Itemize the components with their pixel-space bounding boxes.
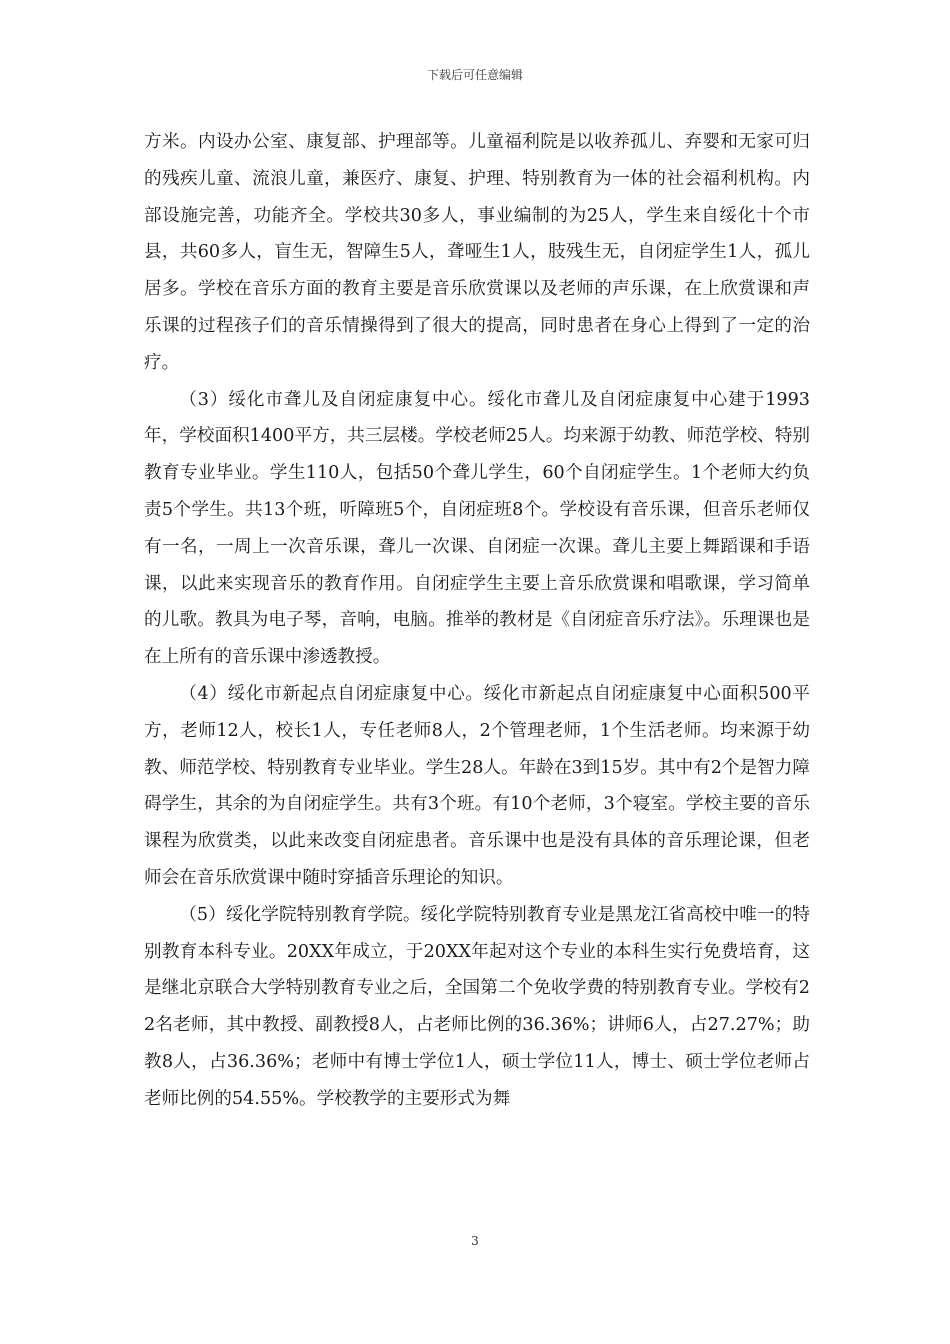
paragraph-suihua-special-education-college: （5）绥化学院特别教育学院。绥化学院特别教育专业是黑龙江省高校中唯一的特别教育本科专业。20XX年成立，于20XX年起对这个专业的本科生实行免费培育，这是继北京联合大学特别教育专业之后，全国第二个免收学费的特别教育专业。学校有22名老师，其中教授、副教授8人，占老师比例的36.36%；讲师6人，占27.27%；助教8人，占36.36%；老师中有博士学位1人，硕士学位11人，博士、硕士学位老师占老师比例的54.55%。学校教学的主要形式为舞: [144, 904, 810, 1109]
page-number: 3: [471, 1234, 479, 1248]
page-header: 下载后可任意编辑: [426, 68, 523, 82]
document-body: [144, 124, 810, 1118]
paragraph-xinqidian-autism-center: （4）绥化市新起点自闭症康复中心。绥化市新起点自闭症康复中心面积500平方，老师12人，校长1人，专任老师8人，2个管理老师，1个生活老师。均来源于幼教、师范学校、特别教育专业毕业。学生28人。年龄在3到15岁。其中有2个是智力障碍学生，其余的为自闭症学生。共有3个班。有10个老师，3个寝室。学校主要的音乐课程为欣赏类，以此来改变自闭症患者。音乐课中也是没有具体的音乐理论课，但老师会在音乐欣赏课中随时穿插音乐理论的知识。: [144, 683, 810, 888]
paragraph-suihua-deaf-autism-center: （3）绥化市聋儿及自闭症康复中心。绥化市聋儿及自闭症康复中心建于1993年，学校面积1400平方，共三层楼。学校老师25人。均来源于幼教、师范学校、特别教育专业毕业。学生110人，包括50个聋儿学生，60个自闭症学生。1个老师大约负责5个学生。共13个班，听障班5个，自闭症班8个。学校设有音乐课，但音乐老师仅有一名，一周上一次音乐课，聋儿一次课、自闭症一次课。聋儿主要上舞蹈课和手语课，以此来实现音乐的教育作用。自闭症学生主要上音乐欣赏课和唱歌课，学习简单的儿歌。教具为电子琴，音响，电脑。推举的教材是《自闭症音乐疗法》。乐理课也是在上所有的音乐课中渗透教授。: [144, 389, 810, 668]
paragraph-continuation: 方米。内设办公室、康复部、护理部等。儿童福利院是以收养孤儿、弃婴和无家可归的残疾儿童、流浪儿童，兼医疗、康复、护理、特别教育为一体的社会福利机构。内部设施完善，功能齐全。学校共30多人，事业编制的为25人，学生来自绥化十个市县，共60多人，盲生无，智障生5人，聋哑生1人，肢残生无，自闭症学生1人，孤儿居多。学校在音乐方面的教育主要是音乐欣赏课以及老师的声乐课，在上欣赏课和声乐课的过程孩子们的音乐情操得到了很大的提高，同时患者在身心上得到了一定的治疗。: [144, 132, 810, 373]
